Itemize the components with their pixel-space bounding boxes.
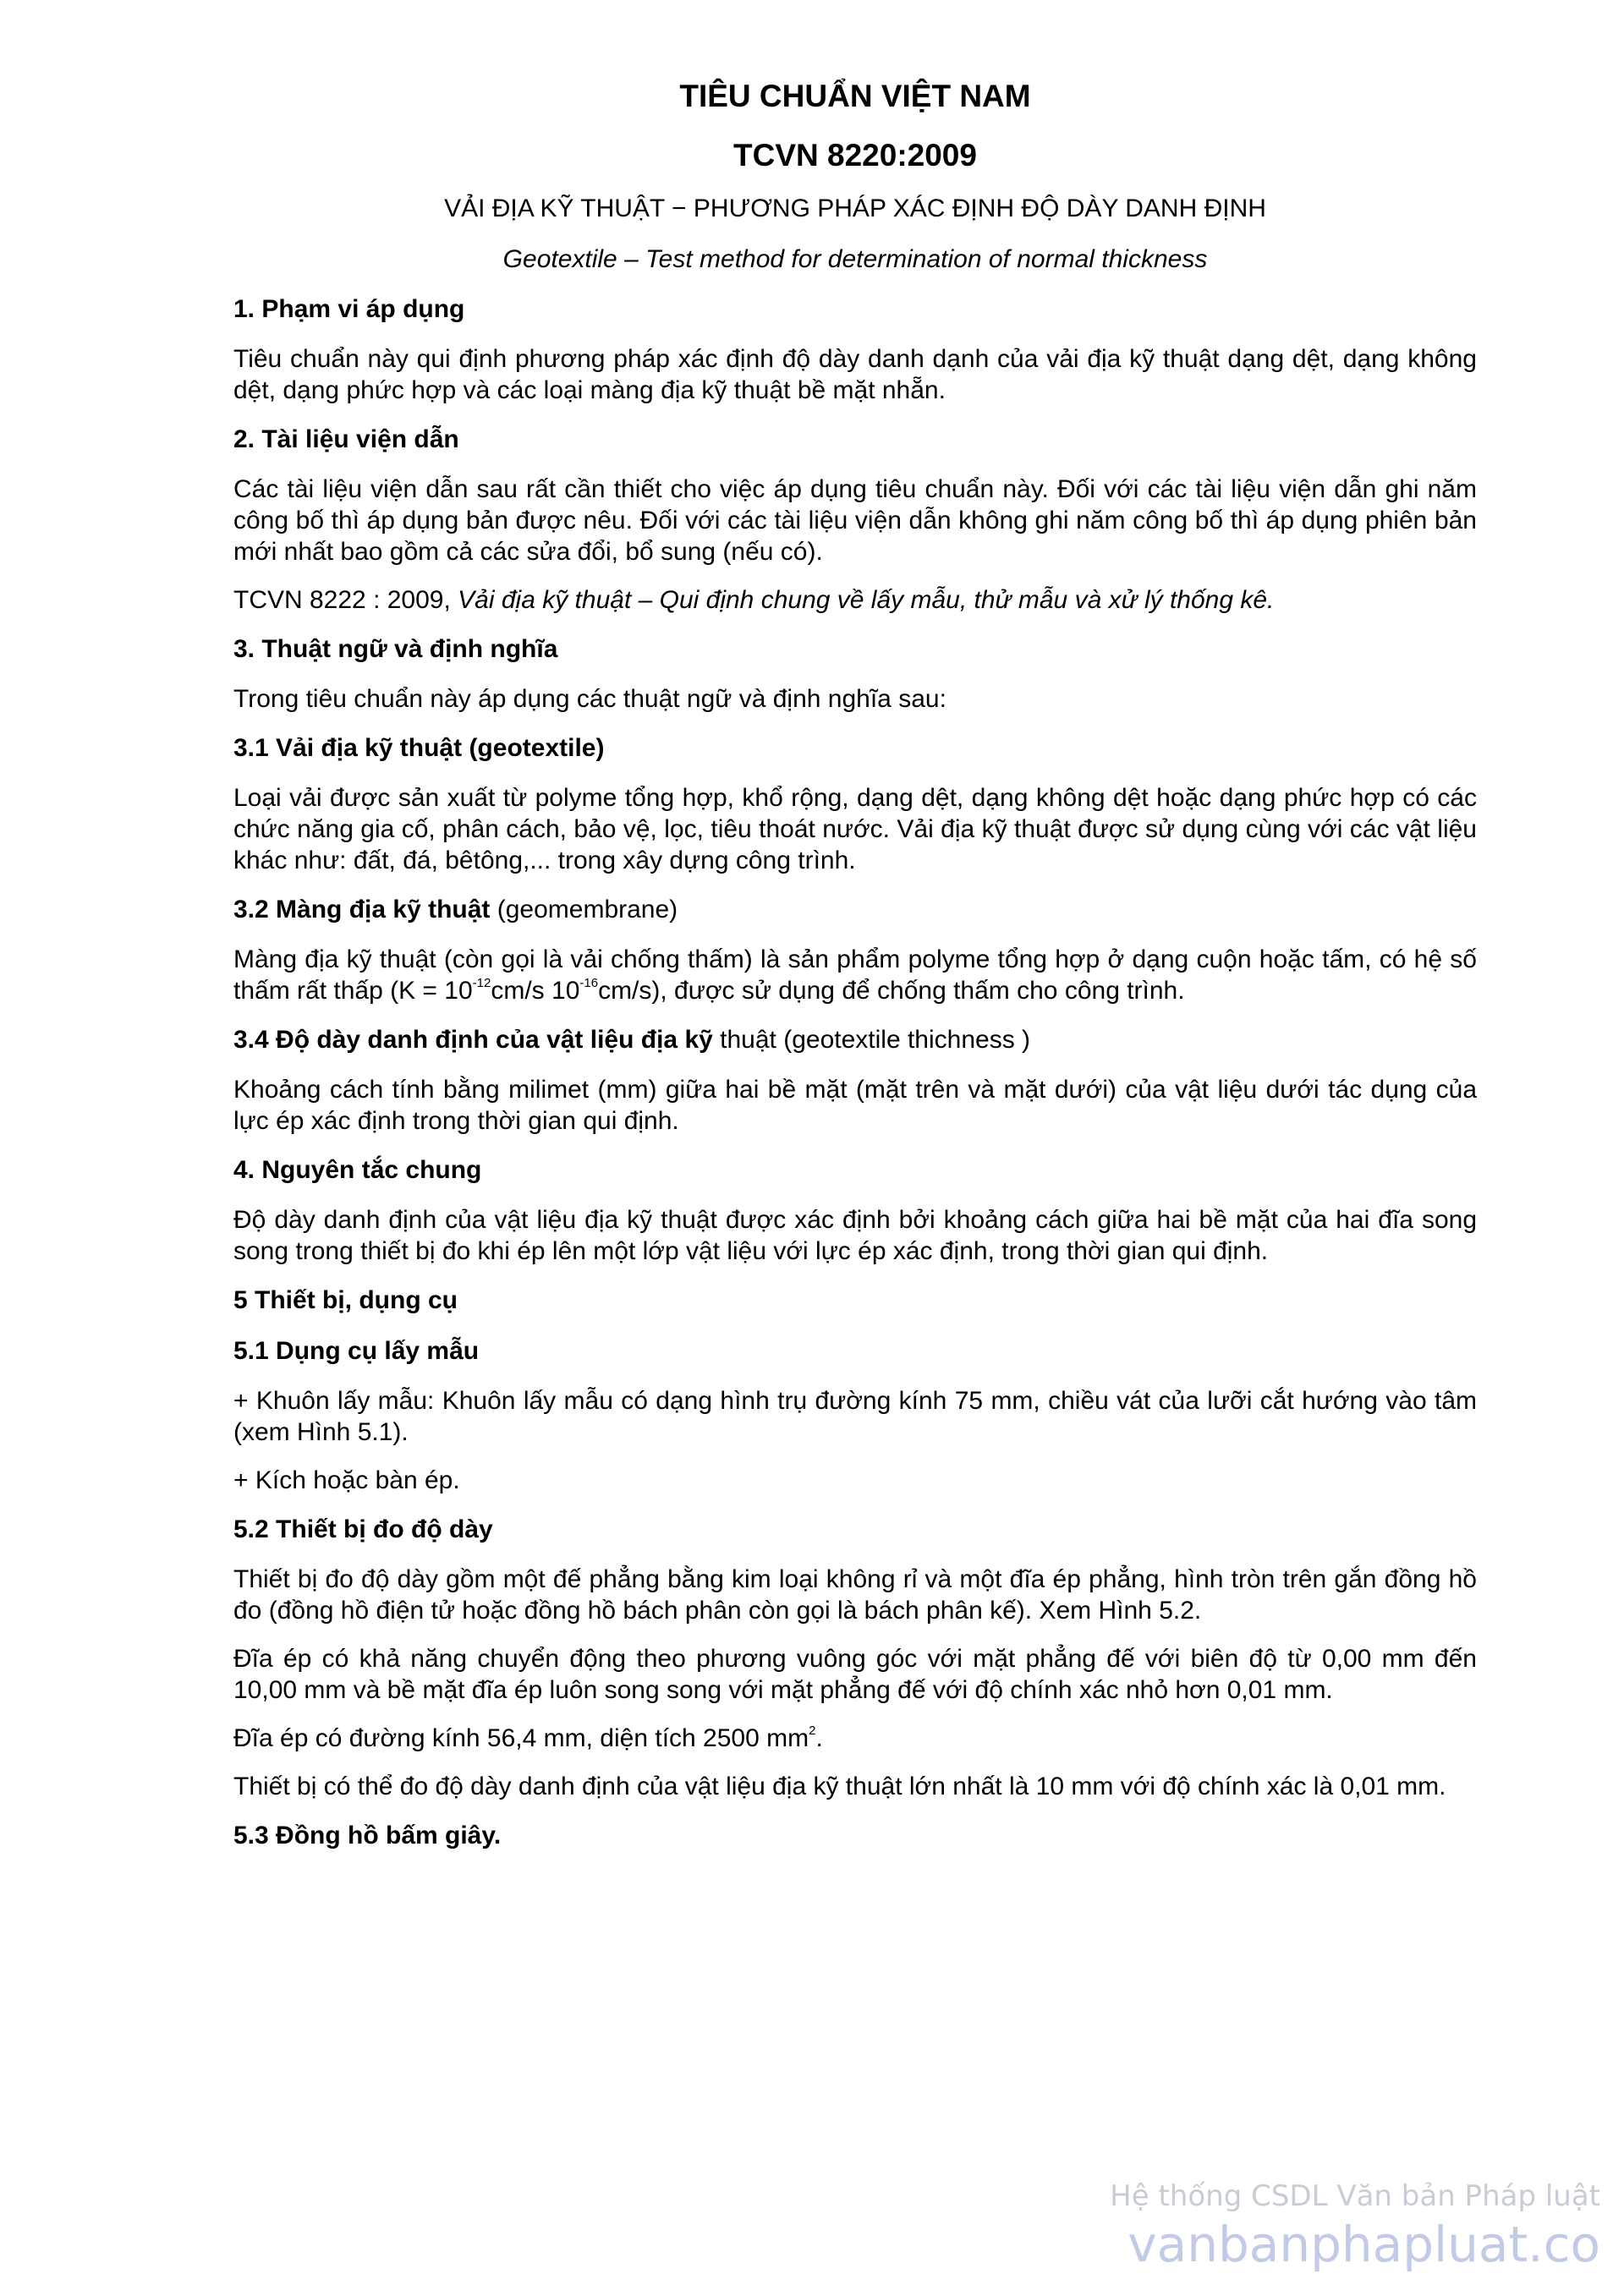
section-3-2-paragraph — [233, 944, 1477, 1006]
section-3-4-heading-normal: thuật (geotextile thichness ) — [712, 1026, 1031, 1054]
section-4-heading: 4. Nguyên tắc chung — [233, 1156, 482, 1184]
section-3-1-heading: 3.1 Vải địa kỹ thuật (geotextile) — [233, 734, 605, 762]
watermark-site: vanbanphapluat.co — [1127, 2216, 1600, 2273]
section-3-4-paragraph: Khoảng cách tính bằng milimet (mm) giữa hai bề mặt (mặt trên và mặt dưới) của vật liệu dưới tác dụng của lực ép xác định trong thời gian qui định. — [233, 1076, 1477, 1135]
document-page — [233, 76, 1477, 1870]
section-3-2-text-b: cm/s 10 — [491, 977, 580, 1005]
section-5-2-text-a: Đĩa ép có đường kính 56,4 mm, diện tích 2500 mm — [233, 1724, 809, 1752]
section-2-heading: 2. Tài liệu viện dẫn — [233, 425, 459, 453]
section-5-2-heading: 5.2 Thiết bị đo độ dày — [233, 1515, 493, 1543]
section-5-2-text-b: . — [815, 1724, 823, 1752]
section-3-4-heading-bold: 3.4 Độ dày danh định của vật liệu địa kỹ — [233, 1026, 713, 1054]
section-4-paragraph: Độ dày danh định của vật liệu địa kỹ thuật được xác định bởi khoảng cách giữa hai bề mặt của hai đĩa song song trong thiết bị đo khi ép lên một lớp vật liệu với lực ép xác định, trong thời gian qui định. — [233, 1206, 1477, 1265]
section-5-2-paragraph-4: Thiết bị có thể đo độ dày danh định của vật liệu địa kỹ thuật lớn nhất là 10 mm với độ chính xác là 0,01 mm. — [233, 1773, 1446, 1800]
document-title: TIÊU CHUẨN VIỆT NAM — [679, 79, 1031, 113]
title-vietnamese: VẢI ĐỊA KỸ THUẬT − PHƯƠNG PHÁP XÁC ĐỊNH ĐỘ DÀY DANH ĐỊNH — [444, 195, 1266, 222]
section-5-2-paragraph-3 — [233, 1723, 1477, 1754]
reference-title: Vải địa kỹ thuật – Qui định chung về lấy mẫu, thử mẫu và xử lý thống kê. — [458, 586, 1275, 614]
normative-reference — [233, 584, 1477, 616]
section-3-2-text-a: Màng địa kỹ thuật (còn gọi là vải chống thấm) là sản phẩm polyme tổng hợp ở dạng cuộn hoặc tấm, có hệ số thấm rất thấp (K = 10 — [233, 945, 1477, 1005]
section-3-2-heading-bold: 3.2 Màng địa kỹ thuật — [233, 896, 491, 923]
section-5-heading: 5 Thiết bị, dụng cụ — [233, 1286, 458, 1314]
section-1-paragraph: Tiêu chuẩn này qui định phương pháp xác định độ dày danh dạnh của vải địa kỹ thuật dạng dệt, dạng không dệt, dạng phức hợp và các loại màng địa kỹ thuật bề mặt nhẵn. — [233, 345, 1477, 404]
exponent-1: -12 — [472, 976, 491, 990]
watermark-caption: Hệ thống CSDL Văn bản Pháp luật — [1110, 2179, 1600, 2213]
title-english: Geotextile – Test method for determination of normal thickness — [502, 245, 1208, 273]
section-5-2-paragraph-2: Đĩa ép có khả năng chuyển động theo phương vuông góc với mặt phẳng đế với biên độ từ 0,00 mm đến 10,00 mm và bề mặt đĩa ép luôn song song với mặt phẳng đế với độ chính xác nhỏ hơn 0,01 mm. — [233, 1645, 1477, 1704]
section-3-4-heading — [233, 1023, 1477, 1057]
section-1-heading: 1. Phạm vi áp dụng — [233, 295, 465, 323]
reference-code: TCVN 8222 : 2009, — [233, 586, 458, 614]
section-3-2-text-c: cm/s), được sử dụng để chống thấm cho công trình. — [598, 977, 1185, 1005]
section-3-2-heading — [233, 893, 1477, 927]
section-5-2-paragraph-1: Thiết bị đo độ dày gồm một đế phẳng bằng kim loại không rỉ và một đĩa ép phẳng, hình tròn trên gắn đồng hồ đo (đồng hồ điện tử hoặc đồng hồ bách phân còn gọi là bách phân kế). Xem Hình 5.2. — [233, 1565, 1477, 1625]
standard-code: TCVN 8220:2009 — [733, 138, 977, 173]
section-3-heading: 3. Thuật ngữ và định nghĩa — [233, 635, 558, 663]
section-3-2-heading-normal: (geomembrane) — [490, 896, 678, 923]
section-3-paragraph: Trong tiêu chuẩn này áp dụng các thuật ngữ và định nghĩa sau: — [233, 685, 946, 713]
watermark — [1110, 2178, 1600, 2274]
section-5-1-paragraph-1: + Khuôn lấy mẫu: Khuôn lấy mẫu có dạng hình trụ đường kính 75 mm, chiều vát của lưỡi cắt hướng vào tâm (xem Hình 5.1). — [233, 1387, 1477, 1446]
area-exponent: 2 — [809, 1723, 816, 1738]
section-3-1-paragraph: Loại vải được sản xuất từ polyme tổng hợp, khổ rộng, dạng dệt, dạng không dệt hoặc dạng phức hợp có các chức năng gia cố, phân cách, bảo vệ, lọc, tiêu thoát nước. Vải địa kỹ thuật được sử dụng cùng với các vật liệu khác như: đất, đá, bêtông,... trong xây dựng công trình. — [233, 784, 1477, 874]
exponent-2: -16 — [579, 976, 599, 990]
section-5-1-heading: 5.1 Dụng cụ lấy mẫu — [233, 1337, 480, 1365]
section-5-1-paragraph-2: + Kích hoặc bàn ép. — [233, 1466, 460, 1494]
section-2-paragraph: Các tài liệu viện dẫn sau rất cần thiết cho việc áp dụng tiêu chuẩn này. Đối với các tài liệu viện dẫn ghi năm công bố thì áp dụng bản được nêu. Đối với các tài liệu viện dẫn không ghi năm công bố thì áp dụng phiên bản mới nhất bao gồm cả các sửa đổi, bổ sung (nếu có). — [233, 475, 1477, 566]
section-5-3-heading: 5.3 Đồng hồ bấm giây. — [233, 1822, 502, 1849]
